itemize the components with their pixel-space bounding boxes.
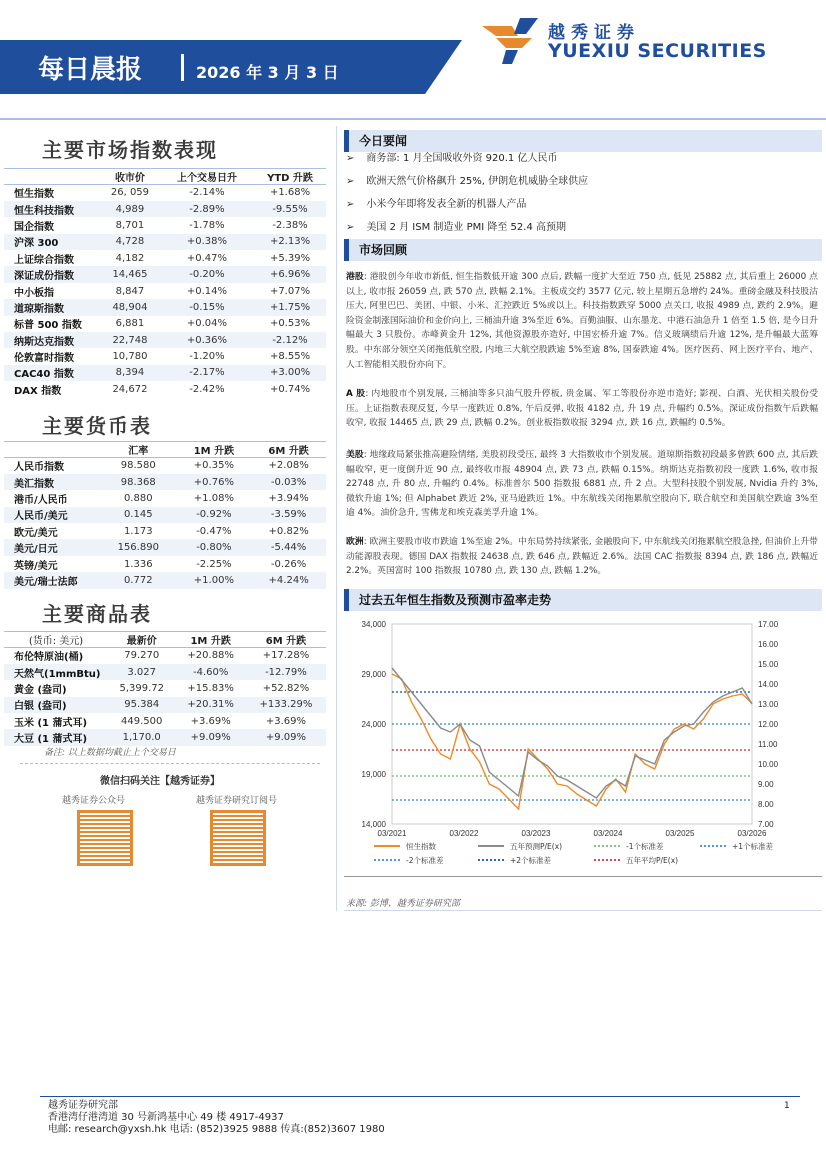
news-item: ➢ 商务部: 1 月全国吸收外资 920.1 亿人民币 <box>346 147 816 170</box>
hsi-pe-chart <box>344 612 822 876</box>
row-ytd: +8.55% <box>269 351 311 363</box>
row-ytd: +0.53% <box>269 318 311 330</box>
row-m1: +15.83% <box>187 682 234 694</box>
row-rate: 156.890 <box>117 542 159 554</box>
table-row <box>4 250 326 266</box>
row-day: +0.04% <box>186 318 228 330</box>
a-text: : 内地股市个别发展, 三桶油等多只油气股升停板, 贵金属、军工等股份亦逆市造好; 影视、白酒、光伏相关股份受压。上证指数表现反复, 今早一度跌近 0.8%, 午后反弹, 收报 4182 点, 升 19 点, 升幅约 0.5%。深证成份指数午后跌幅收窄, 收报 14465 点, 跌 29 点, 跌幅 0.2%。创业板指数收报 3294 点, 跌 16 点, 跌幅约 0.5%。 <box>346 389 818 429</box>
row-name: 人民币指数 <box>14 462 64 474</box>
table-row <box>4 539 326 555</box>
row-m6: +0.82% <box>268 525 309 537</box>
source-rule <box>344 910 822 911</box>
fx-header-row <box>4 442 326 458</box>
row-day: -0.20% <box>189 269 225 281</box>
fx-col-name <box>4 442 100 458</box>
row-name: 恒生指数 <box>14 189 54 201</box>
row-close: 14,465 <box>112 269 148 281</box>
y-right-tick-label: 16.00 <box>758 640 779 649</box>
y-right-tick-label: 12.00 <box>758 720 779 729</box>
row-rate: 0.772 <box>123 574 153 586</box>
row-day: +0.38% <box>186 236 228 248</box>
row-rate: 98.368 <box>120 476 156 488</box>
row-name: 天然气(1mmBtu) <box>14 668 101 680</box>
row-close: 8,847 <box>115 285 145 297</box>
table-row <box>4 664 326 680</box>
table-row <box>4 648 326 664</box>
row-ytd: +0.74% <box>269 383 311 395</box>
news-list <box>346 147 816 239</box>
row-name: 英镑/美元 <box>14 560 58 572</box>
row-rate: 1.336 <box>123 558 153 570</box>
row-rate: 98.580 <box>120 460 156 472</box>
row-m1: +9.09% <box>190 732 231 744</box>
index-col-day: 上个交易日升 <box>160 169 254 185</box>
us-label: 美股 <box>346 450 364 460</box>
fx-col-1m: 1M 升跌 <box>177 442 252 458</box>
index-col-name <box>4 169 100 185</box>
footer-address: 香港湾仔港湾道 30 号新鸿基中心 49 楼 4917-4937 <box>48 1112 284 1123</box>
table-row <box>4 490 326 506</box>
footer <box>48 1100 385 1136</box>
table-row <box>4 713 326 729</box>
y-left-tick-label: 19,000 <box>361 770 386 779</box>
table-row <box>4 458 326 474</box>
x-tick-label: 03/2024 <box>593 829 623 838</box>
row-m1: -0.92% <box>196 509 232 521</box>
x-tick-label: 03/2026 <box>737 829 767 838</box>
row-name: 伦敦富时指数 <box>14 353 74 365</box>
news-title: 今日要闻 <box>359 134 408 148</box>
row-ytd: +2.13% <box>269 236 311 248</box>
row-day: -0.15% <box>189 301 225 313</box>
commodity-header-row <box>4 632 326 648</box>
news-item: ➢ 小米今年即将发表全新的机器人产品 <box>346 193 816 216</box>
row-price: 1,170.0 <box>122 732 161 744</box>
table-row <box>4 217 326 233</box>
legend-label: -2个标准差 <box>406 856 444 865</box>
row-close: 6,881 <box>115 318 145 330</box>
qr-code-public-icon[interactable] <box>77 810 133 866</box>
y-left-tick-label: 14,000 <box>361 820 386 829</box>
logo-english: YUEXIU SECURITIES <box>548 40 767 62</box>
row-name: 布伦特原油(桶) <box>14 652 84 664</box>
table-row <box>4 697 326 713</box>
column-divider <box>336 126 337 911</box>
a-label: A 股 <box>346 389 366 399</box>
row-name: 港币/人民币 <box>14 494 68 506</box>
qr-left-label: 越秀证券公众号 <box>62 796 126 806</box>
eu-text: : 欧洲主要股市收市跌逾 1%至逾 2%。中东局势持续紧张, 金融股向下, 中东航线关闭拖累航空股急挫, 但油价上升带动能源股表现。德国 DAX 指数报 24638 点, 跌 646 点, 跌幅近 2.6%。法国 CAC 指数报 8394 点, 跌 186 点, 跌幅近 2.2%。英国富时 100 指数报 10780 点, 跌 130 点, 跌幅 1.2%。 <box>346 537 818 577</box>
row-close: 8,701 <box>115 219 145 231</box>
row-close: 4,728 <box>115 236 145 248</box>
row-m1: +0.76% <box>193 476 234 488</box>
y-right-tick-label: 14.00 <box>758 680 779 689</box>
row-name: 美元/日元 <box>14 544 58 556</box>
footer-rule <box>40 1096 800 1097</box>
y-right-tick-label: 10.00 <box>758 760 779 769</box>
y-right-tick-label: 7.00 <box>758 820 774 829</box>
x-tick-label: 03/2025 <box>665 829 695 838</box>
row-ytd: -2.12% <box>272 334 308 346</box>
index-section-title: 主要市场指数表现 <box>42 138 218 162</box>
y-right-tick-label: 11.00 <box>758 740 778 749</box>
row-name: DAX 指数 <box>14 385 62 397</box>
qr-code-research-icon[interactable] <box>210 810 266 866</box>
table-row <box>4 680 326 696</box>
row-m1: -4.60% <box>192 666 229 678</box>
row-name: 玉米 (1 蒲式耳) <box>14 717 88 729</box>
table-row <box>4 572 326 588</box>
row-m1: +0.35% <box>193 460 234 472</box>
row-day: +0.47% <box>186 252 228 264</box>
row-price: 5,399.72 <box>119 682 164 694</box>
row-ytd: +3.00% <box>269 367 311 379</box>
row-m6: +3.94% <box>268 492 309 504</box>
row-m1: -0.47% <box>196 525 232 537</box>
table-row <box>4 266 326 282</box>
row-name: 白银 (盎司) <box>14 701 67 713</box>
review-header <box>344 239 822 261</box>
row-m6: +17.28% <box>262 650 310 662</box>
commodity-section-title: 主要商品表 <box>42 602 152 626</box>
y-right-tick-label: 15.00 <box>758 660 779 669</box>
row-m1: +1.00% <box>193 574 234 586</box>
review-title: 市场回顾 <box>359 243 408 257</box>
row-m6: +4.24% <box>268 574 309 586</box>
commodity-col-1m: 1M 升跌 <box>175 632 245 648</box>
index-table <box>4 168 326 398</box>
row-close: 48,904 <box>112 301 148 313</box>
row-name: 黄金 (盎司) <box>14 684 67 696</box>
row-day: -1.78% <box>189 219 225 231</box>
review-us <box>346 448 818 521</box>
page-number: 1 <box>784 1101 790 1111</box>
review-a <box>346 387 818 431</box>
us-text: : 地缘政局紧张推高避险情绪, 美股初段受压, 最终 3 大指数收市个别发展。道琼斯指数初段最多曾跌 600 点, 其后跌幅收窄, 更一度倒升近 90 点, 最终收市报 48904 点, 跌 73 点, 跌幅 0.15%。纳斯达克指数初段一度跌 1.6%, 收市报 22748 点, 升 80 点, 升幅约 0.4%。标准普尔 500 指数报 6881 点, 升 2 点。大型科技股个别发展, Nvidia 升约 3%, 微软升逾 1%; 但 Alphabet 跌近 2%, 亚马逊跌近 1%。中东航线关闭拖累航空股向下, 联合航空和美国航空跌逾 3%至逾 4%。油价急升, 雪佛龙和埃克森美孚升逾 1%。 <box>346 450 818 519</box>
row-name: 上证综合指数 <box>14 254 74 266</box>
row-m1: +20.31% <box>187 699 234 711</box>
y-left-tick-label: 24,000 <box>361 720 386 729</box>
legend-label: +2个标准差 <box>510 856 552 865</box>
table-row <box>4 234 326 250</box>
hk-label: 港股 <box>346 272 364 282</box>
fx-table <box>4 441 326 589</box>
table-row <box>4 556 326 572</box>
table-row <box>4 332 326 348</box>
row-name: 道琼斯指数 <box>14 303 64 315</box>
row-m1: -0.80% <box>196 542 232 554</box>
chart-header <box>344 589 822 611</box>
row-m6: -5.44% <box>270 542 307 554</box>
row-name: 深证成份指数 <box>14 271 74 283</box>
series-line <box>392 668 752 798</box>
news-item: ➢ 美国 2 月 ISM 制造业 PMI 降至 52.4 高预期 <box>346 216 816 239</box>
row-close: 8,394 <box>115 367 145 379</box>
row-day: -2.42% <box>189 383 225 395</box>
y-right-tick-label: 9.00 <box>758 780 774 789</box>
row-close: 4,182 <box>115 252 145 264</box>
row-name: 人民币/美元 <box>14 511 68 523</box>
row-name: 美汇指数 <box>14 478 54 490</box>
row-m1: -2.25% <box>196 558 232 570</box>
row-m6: -12.79% <box>265 666 307 678</box>
table-row <box>4 299 326 315</box>
series-line <box>392 674 752 809</box>
row-name: 欧元/美元 <box>14 527 58 539</box>
row-price: 95.384 <box>124 699 160 711</box>
fx-col-6m: 6M 升跌 <box>251 442 326 458</box>
qr-title: 微信扫码关注【越秀证券】 <box>100 776 220 787</box>
row-m6: +2.08% <box>268 460 309 472</box>
row-day: -2.14% <box>189 187 225 199</box>
report-title: 每日晨报 <box>38 55 143 85</box>
legend-label: 恒生指数 <box>406 842 436 851</box>
table-row <box>4 316 326 332</box>
table-row <box>4 474 326 490</box>
y-left-tick-label: 34,000 <box>361 620 386 629</box>
row-price: 449.500 <box>121 715 163 727</box>
index-col-close: 收市价 <box>100 169 160 185</box>
chart-rule <box>344 876 822 877</box>
row-rate: 1.173 <box>123 525 153 537</box>
row-close: 22,748 <box>112 334 148 346</box>
commodity-note: 备注: 以上数据均截止上个交易日 <box>44 748 176 758</box>
fx-rows <box>4 458 326 589</box>
row-name: 大豆 (1 蒲式耳) <box>14 734 88 746</box>
row-m1: +20.88% <box>187 650 234 662</box>
row-m6: -0.26% <box>270 558 307 570</box>
row-m1: +1.08% <box>193 492 234 504</box>
row-name: 中小板指 <box>14 287 54 299</box>
row-name: 纳斯达克指数 <box>14 336 74 348</box>
legend-label: 五年平均P/E(x) <box>626 856 679 865</box>
table-row <box>4 201 326 217</box>
row-price: 3.027 <box>127 666 157 678</box>
legend-label: +1个标准差 <box>732 842 774 851</box>
row-name: 恒生科技指数 <box>14 205 74 217</box>
yuexiu-logo-icon <box>482 18 538 64</box>
fx-col-rate: 汇率 <box>100 442 177 458</box>
commodity-col-6m: 6M 升跌 <box>246 632 326 648</box>
legend-label: -1个标准差 <box>626 842 664 851</box>
logo-chinese: 越秀证券 <box>548 23 640 43</box>
y-left-tick-label: 29,000 <box>361 670 386 679</box>
commodity-table <box>4 631 326 746</box>
title-divider <box>181 54 184 81</box>
index-header-row <box>4 169 326 185</box>
row-day: -2.89% <box>189 203 225 215</box>
row-rate: 0.145 <box>123 509 153 521</box>
review-eu <box>346 535 818 579</box>
row-day: +0.36% <box>186 334 228 346</box>
table-row <box>4 185 326 201</box>
row-day: -1.20% <box>189 351 225 363</box>
row-name: CAC40 指数 <box>14 369 74 381</box>
row-ytd: +5.39% <box>269 252 311 264</box>
row-m1: +3.69% <box>190 715 231 727</box>
fx-section-title: 主要货币表 <box>42 414 152 438</box>
report-date: 2026 年 3 月 3 日 <box>196 63 339 82</box>
row-name: 标普 500 指数 <box>14 320 82 332</box>
chart-title: 过去五年恒生指数及预测市盈率走势 <box>359 593 552 607</box>
footer-org: 越秀证券研究部 <box>48 1100 118 1111</box>
y-right-tick-label: 8.00 <box>758 800 774 809</box>
row-ytd: +1.75% <box>269 301 311 313</box>
chart-source: 来源: 彭博、越秀证券研究部 <box>346 899 460 909</box>
review-hk <box>346 270 818 372</box>
row-rate: 0.880 <box>123 492 153 504</box>
qr-right-label: 越秀证券研究订阅号 <box>196 796 278 806</box>
row-close: 10,780 <box>112 351 148 363</box>
table-row <box>4 365 326 381</box>
table-row <box>4 348 326 364</box>
row-close: 26, 059 <box>110 187 150 199</box>
table-row <box>4 729 326 745</box>
table-row <box>4 283 326 299</box>
row-m6: +52.82% <box>262 682 310 694</box>
footer-contact: 电邮: research@yxsh.hk 电话: (852)3925 9888 传真:(852)3607 1980 <box>48 1124 385 1135</box>
row-price: 79.270 <box>124 650 160 662</box>
row-close: 24,672 <box>112 383 148 395</box>
row-m6: +133.29% <box>259 699 313 711</box>
table-row <box>4 381 326 397</box>
y-right-tick-label: 17.00 <box>758 620 779 629</box>
row-ytd: -9.55% <box>272 203 308 215</box>
row-m6: -3.59% <box>270 509 307 521</box>
y-right-tick-label: 13.00 <box>758 700 779 709</box>
x-tick-label: 03/2022 <box>449 829 479 838</box>
news-item: ➢ 欧洲天然气价格飙升 25%, 伊朗危机威胁全球供应 <box>346 170 816 193</box>
row-day: -2.17% <box>189 367 225 379</box>
row-m6: -0.03% <box>270 476 307 488</box>
eu-label: 欧洲 <box>346 537 364 547</box>
row-ytd: -2.38% <box>272 219 308 231</box>
index-col-ytd: YTD 升跌 <box>254 169 326 185</box>
row-close: 4,989 <box>115 203 145 215</box>
x-tick-label: 03/2023 <box>521 829 551 838</box>
row-name: 国企指数 <box>14 221 54 233</box>
index-rows <box>4 185 326 398</box>
row-m6: +9.09% <box>265 732 307 744</box>
row-name: 沪深 300 <box>14 238 59 250</box>
table-row <box>4 523 326 539</box>
commodity-rows <box>4 648 326 746</box>
row-ytd: +1.68% <box>269 187 311 199</box>
row-ytd: +6.96% <box>269 269 311 281</box>
row-day: +0.14% <box>186 285 228 297</box>
commodity-col-name: (货币: 美元) <box>4 632 108 648</box>
row-name: 美元/瑞士法郎 <box>14 576 78 588</box>
hk-text: : 港股创今年收市新低, 恒生指数低开逾 300 点后, 跌幅一度扩大至近 750 点, 低见 25882 点, 其后重上 26000 点以上, 收市报 26059 点, 跌 570 点, 跌幅 2.1%。主板成交约 3577 亿元, 较上星期五急增约 24%。重磅金融及科技股沽压大, 阿里巴巴、美团、中银、小米、汇控跌近 5%或以上。科技指数跌穿 5000 点关口, 收报 4989 点, 跌约 2.9%。避险资金制涨国际油价和金价向上, 三桶油升逾 3%至近 6%。百勤油服、山东墨龙、中港石油急升 1 倍至 1.5 倍, 是今日升幅最大 3 只股份。赤峰黄金升 12%, 其他资源股亦造好, 中国宏桥升逾 7%。信义玻璃绩后升逾 12%, 是升幅最大蓝筹股。中东部分领空关闭拖低航空股, 内地三大航空股跌逾 5%至逾 8%, 国泰跌逾 4%。医疗医药、网上医疗平台、地产、人工智能相关股份亦向下。 <box>346 272 818 370</box>
row-ytd: +7.07% <box>269 285 311 297</box>
header-rule <box>0 118 826 120</box>
commodity-col-price: 最新价 <box>108 632 175 648</box>
row-m6: +3.69% <box>265 715 307 727</box>
x-tick-label: 03/2021 <box>377 829 407 838</box>
legend-label: 五年预测P/E(x) <box>510 842 563 851</box>
table-row <box>4 507 326 523</box>
